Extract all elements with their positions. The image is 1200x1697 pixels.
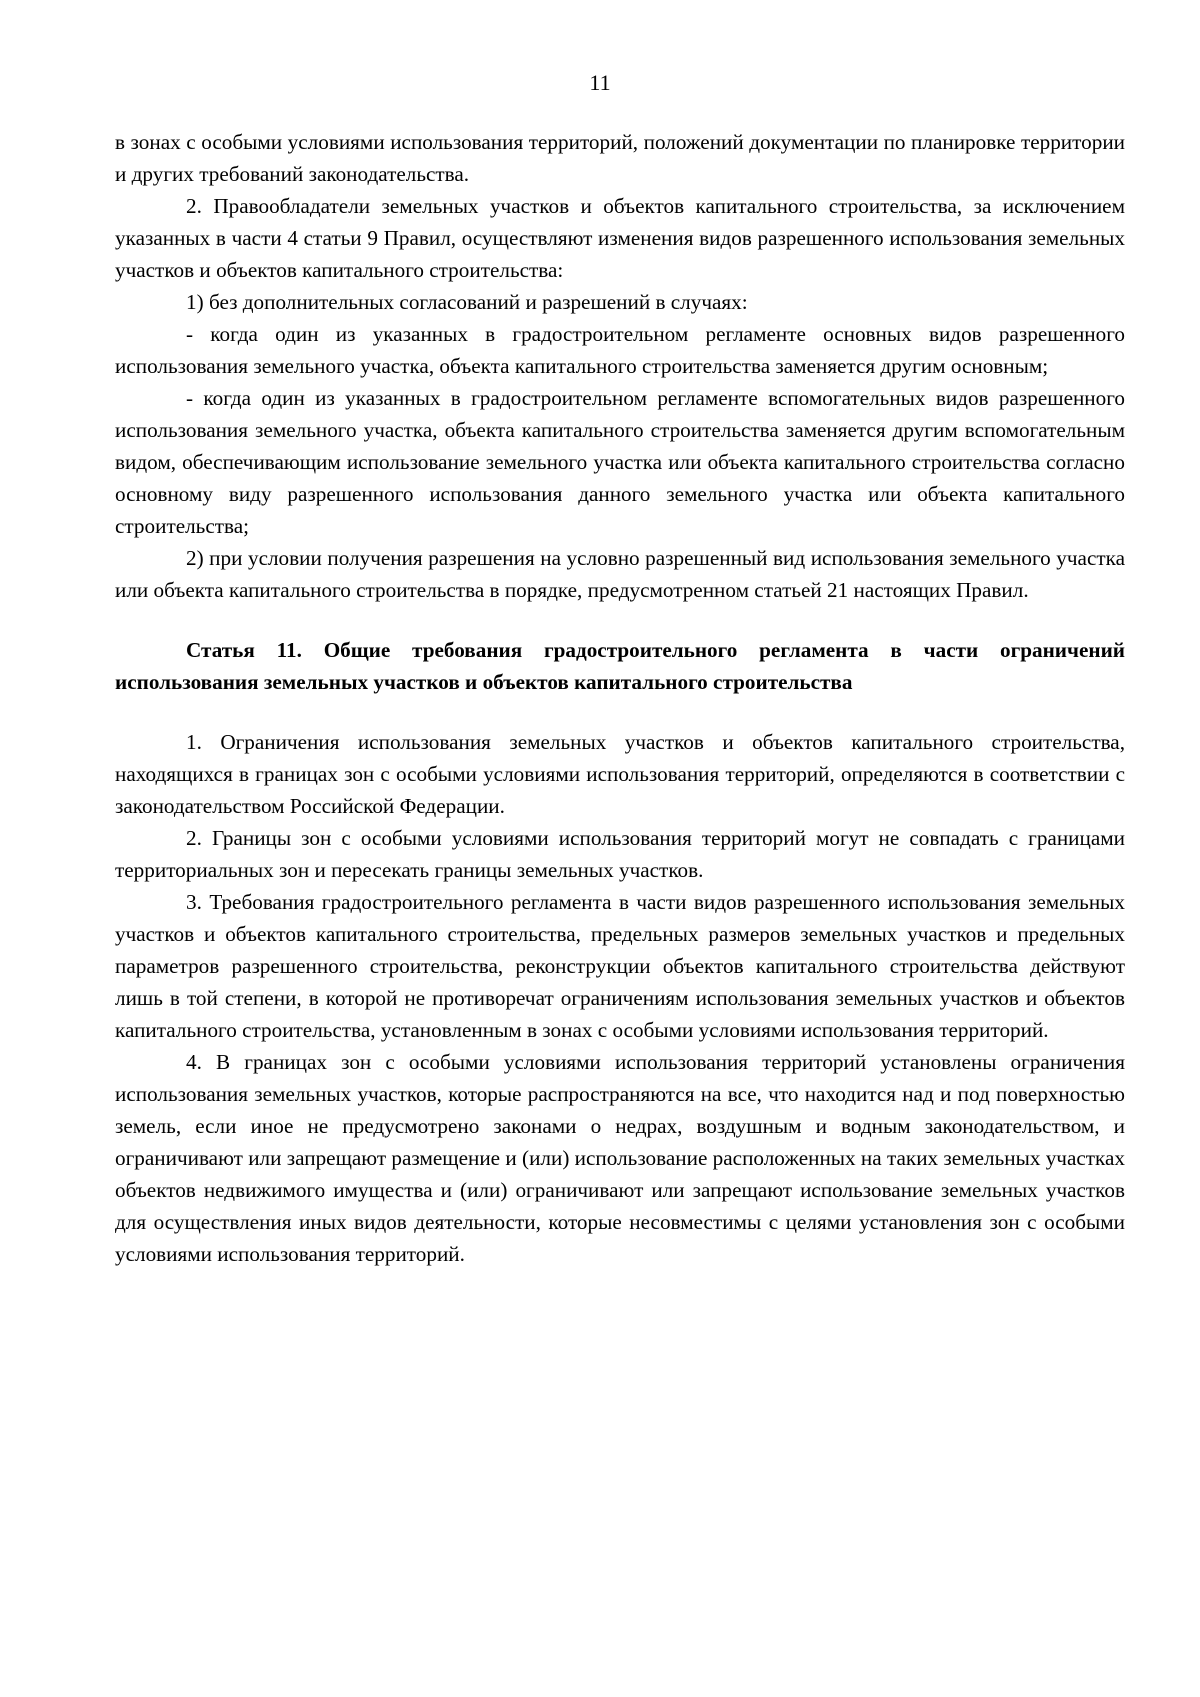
paragraph-dash-main-types: - когда один из указанных в градостроительном регламенте основных видов разрешенного использования земельного участка, объекта капитального строительства заменяется другим основным; <box>115 322 1125 378</box>
article-heading: Статья 11. Общие требования градостроительного регламента в части ограничений использования земельных участков и объектов капитального строительства <box>115 638 1125 694</box>
document-body <box>115 126 1125 1270</box>
article-paragraph-2: 2. Границы зон с особыми условиями использования территорий могут не совпадать с границами территориальных зон и пересекать границы земельных участков. <box>115 826 1125 882</box>
article-paragraph-1: 1. Ограничения использования земельных участков и объектов капитального строительства, находящихся в границах зон с особыми условиями использования территорий, определяются в соответствии с законодательством Российской Федерации. <box>115 730 1125 818</box>
paragraph-dash-auxiliary-types: - когда один из указанных в градостроительном регламенте вспомогательных видов разрешенного использования земельного участка, объекта капитального строительства заменяется другим вспомогательным видом, обеспечивающим использование земельного участка или объекта капитального строительства согласно основному виду разрешенного использования данного земельного участка или объекта капитального строительства; <box>115 386 1125 538</box>
paragraph-item-2: 2. Правообладатели земельных участков и объектов капитального строительства, за исключением указанных в части 4 статьи 9 Правил, осуществляют изменения видов разрешенного использования земельных участков и объектов капитального строительства: <box>115 194 1125 282</box>
paragraph-subitem-2: 2) при условии получения разрешения на условно разрешенный вид использования земельного участка или объекта капитального строительства в порядке, предусмотренном статьей 21 настоящих Правил. <box>115 546 1125 602</box>
article-paragraph-3: 3. Требования градостроительного регламента в части видов разрешенного использования земельных участков и объектов капитального строительства, предельных размеров земельных участков и предельных параметров разрешенного строительства, реконструкции объектов капитального строительства действуют лишь в той степени, в которой не противоречат ограничениям использования земельных участков и объектов капитального строительства, установленным в зонах с особыми условиями использования территорий. <box>115 890 1125 1042</box>
page-number: 11 <box>589 70 611 95</box>
paragraph-continuation: в зонах с особыми условиями использования территорий, положений документации по планировке территории и других требований законодательства. <box>115 130 1125 186</box>
article-paragraph-4: 4. В границах зон с особыми условиями использования территорий установлены ограничения использования земельных участков, которые распространяются на все, что находится над и под поверхностью земель, если иное не предусмотрено законами о недрах, воздушным и водным законодательством, и ограничивают или запрещают размещение и (или) использование расположенных на таких земельных участках объектов недвижимого имущества и (или) ограничивают или запрещают использование земельных участков для осуществления иных видов деятельности, которые несовместимы с целями установления зон с особыми условиями использования территорий. <box>115 1050 1125 1266</box>
paragraph-subitem-1: 1) без дополнительных согласований и разрешений в случаях: <box>186 290 748 314</box>
